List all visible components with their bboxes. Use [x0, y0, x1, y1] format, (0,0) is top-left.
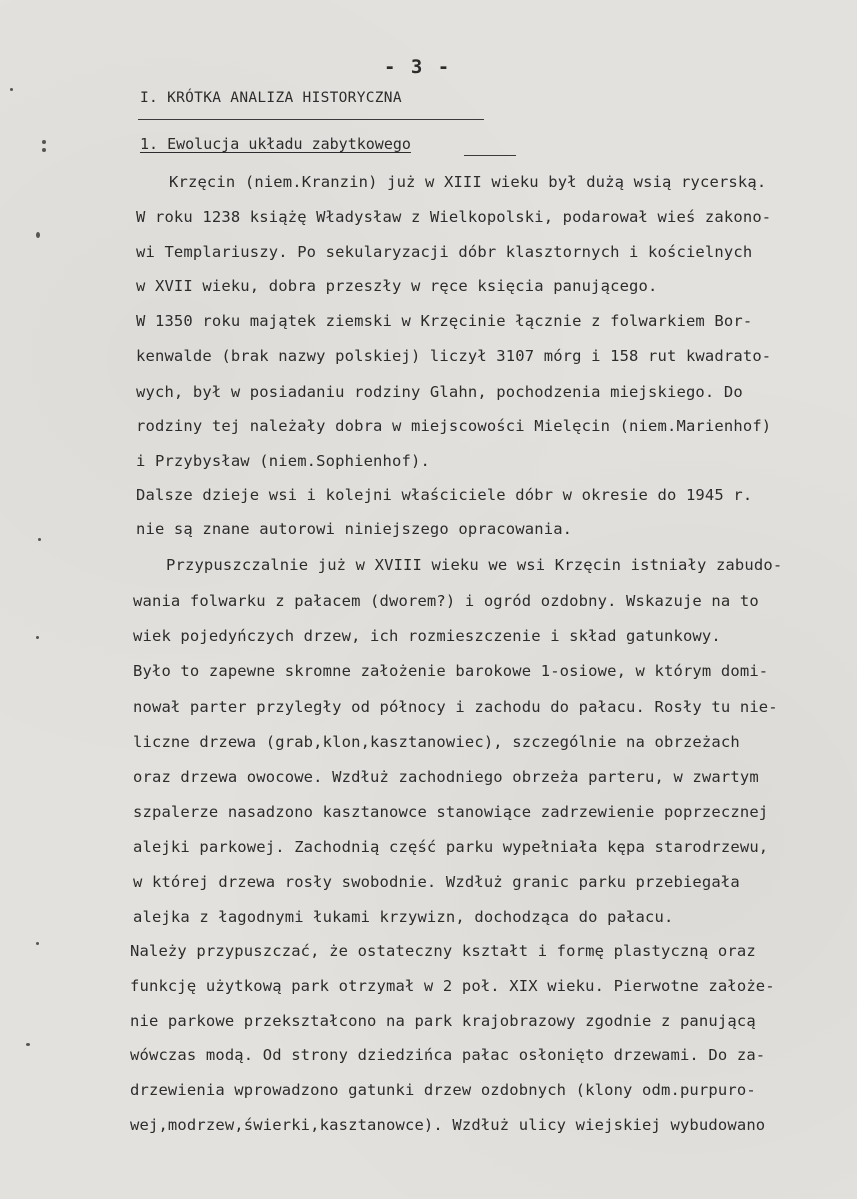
- text-line: wania folwarku z pałacem (dworem?) i ogród ozdobny. Wskazuje na to: [133, 592, 759, 610]
- margin-speck: [42, 148, 46, 152]
- text-line: w XVII wieku, dobra przeszły w ręce księcia panującego.: [136, 277, 658, 295]
- text-line: i Przybysław (niem.Sophienhof).: [136, 452, 430, 470]
- text-line: W roku 1238 książę Władysław z Wielkopolski, podarował wieś zakono-: [136, 208, 772, 226]
- chapter-title: I. KRÓTKA ANALIZA HISTORYCZNA: [140, 90, 402, 106]
- text-line: wiek pojedyńczych drzew, ich rozmieszczenie i skład gatunkowy.: [133, 627, 721, 645]
- text-line: liczne drzewa (grab,klon,kasztanowiec), szczególnie na obrzeżach: [133, 733, 740, 751]
- margin-speck: [42, 140, 46, 144]
- text-line: nie są znane autorowi niniejszego opracowania.: [136, 520, 573, 538]
- margin-speck: [36, 636, 39, 639]
- page-number: - 3 -: [384, 56, 452, 78]
- text-line: alejka z łagodnymi łukami krzywizn, dochodząca do pałacu.: [133, 908, 674, 926]
- text-line: oraz drzewa owocowe. Wzdłuż zachodniego obrzeża parteru, w zwartym: [133, 768, 759, 786]
- section-title: 1. Ewolucja układu zabytkowego: [140, 135, 411, 153]
- chapter-underline: [138, 119, 484, 120]
- text-line: funkcję użytkową park otrzymał w 2 poł. XIX wieku. Pierwotne założe-: [130, 977, 775, 995]
- text-line: wych, był w posiadaniu rodziny Glahn, pochodzenia miejskiego. Do: [136, 383, 743, 401]
- text-line: wi Templariuszy. Po sekularyzacji dóbr klasztornych i kościelnych: [136, 243, 753, 261]
- text-line: szpalerze nasadzono kasztanowce stanowiące zadrzewienie poprzecznej: [133, 803, 769, 821]
- text-line: W 1350 roku majątek ziemski w Krzęcinie łącznie z folwarkiem Bor-: [136, 312, 753, 330]
- text-line: Przypuszczalnie już w XVIII wieku we wsi Krzęcin istniały zabudo-: [166, 556, 783, 574]
- text-line: wówczas modą. Od strony dziedzińca pałac osłonięto drzewami. Do za-: [130, 1046, 766, 1064]
- text-line: Było to zapewne skromne założenie barokowe 1-osiowe, w którym domi-: [133, 662, 769, 680]
- margin-speck: [10, 88, 13, 91]
- text-line: rodziny tej należały dobra w miejscowości Mielęcin (niem.Marienhof): [136, 417, 772, 435]
- text-line: nował parter przyległy od północy i zachodu do pałacu. Rosły tu nie-: [133, 698, 778, 716]
- text-line: nie parkowe przekształcono na park krajobrazowy zgodnie z panującą: [130, 1012, 756, 1030]
- margin-speck: [36, 232, 40, 238]
- text-line: Należy przypuszczać, że ostateczny kształt i formę plastyczną oraz: [130, 942, 756, 960]
- text-line: alejki parkowej. Zachodnią część parku wypełniała kępa starodrzewu,: [133, 838, 769, 856]
- margin-speck: [38, 538, 41, 541]
- text-line: Krzęcin (niem.Kranzin) już w XIII wieku był dużą wsią rycerską.: [169, 173, 767, 191]
- margin-speck: [36, 942, 39, 945]
- margin-speck: [26, 1043, 30, 1046]
- text-line: drzewienia wprowadzono gatunki drzew ozdobnych (klony odm.purpuro-: [130, 1081, 756, 1099]
- section-underline-extension: [464, 155, 516, 156]
- text-line: kenwalde (brak nazwy polskiej) liczył 3107 mórg i 158 rut kwadrato-: [136, 347, 772, 365]
- text-line: Dalsze dzieje wsi i kolejni właściciele dóbr w okresie do 1945 r.: [136, 486, 753, 504]
- text-line: w której drzewa rosły swobodnie. Wzdłuż granic parku przebiegała: [133, 873, 740, 891]
- text-line: wej,modrzew,świerki,kasztanowce). Wzdłuż ulicy wiejskiej wybudowano: [130, 1116, 766, 1134]
